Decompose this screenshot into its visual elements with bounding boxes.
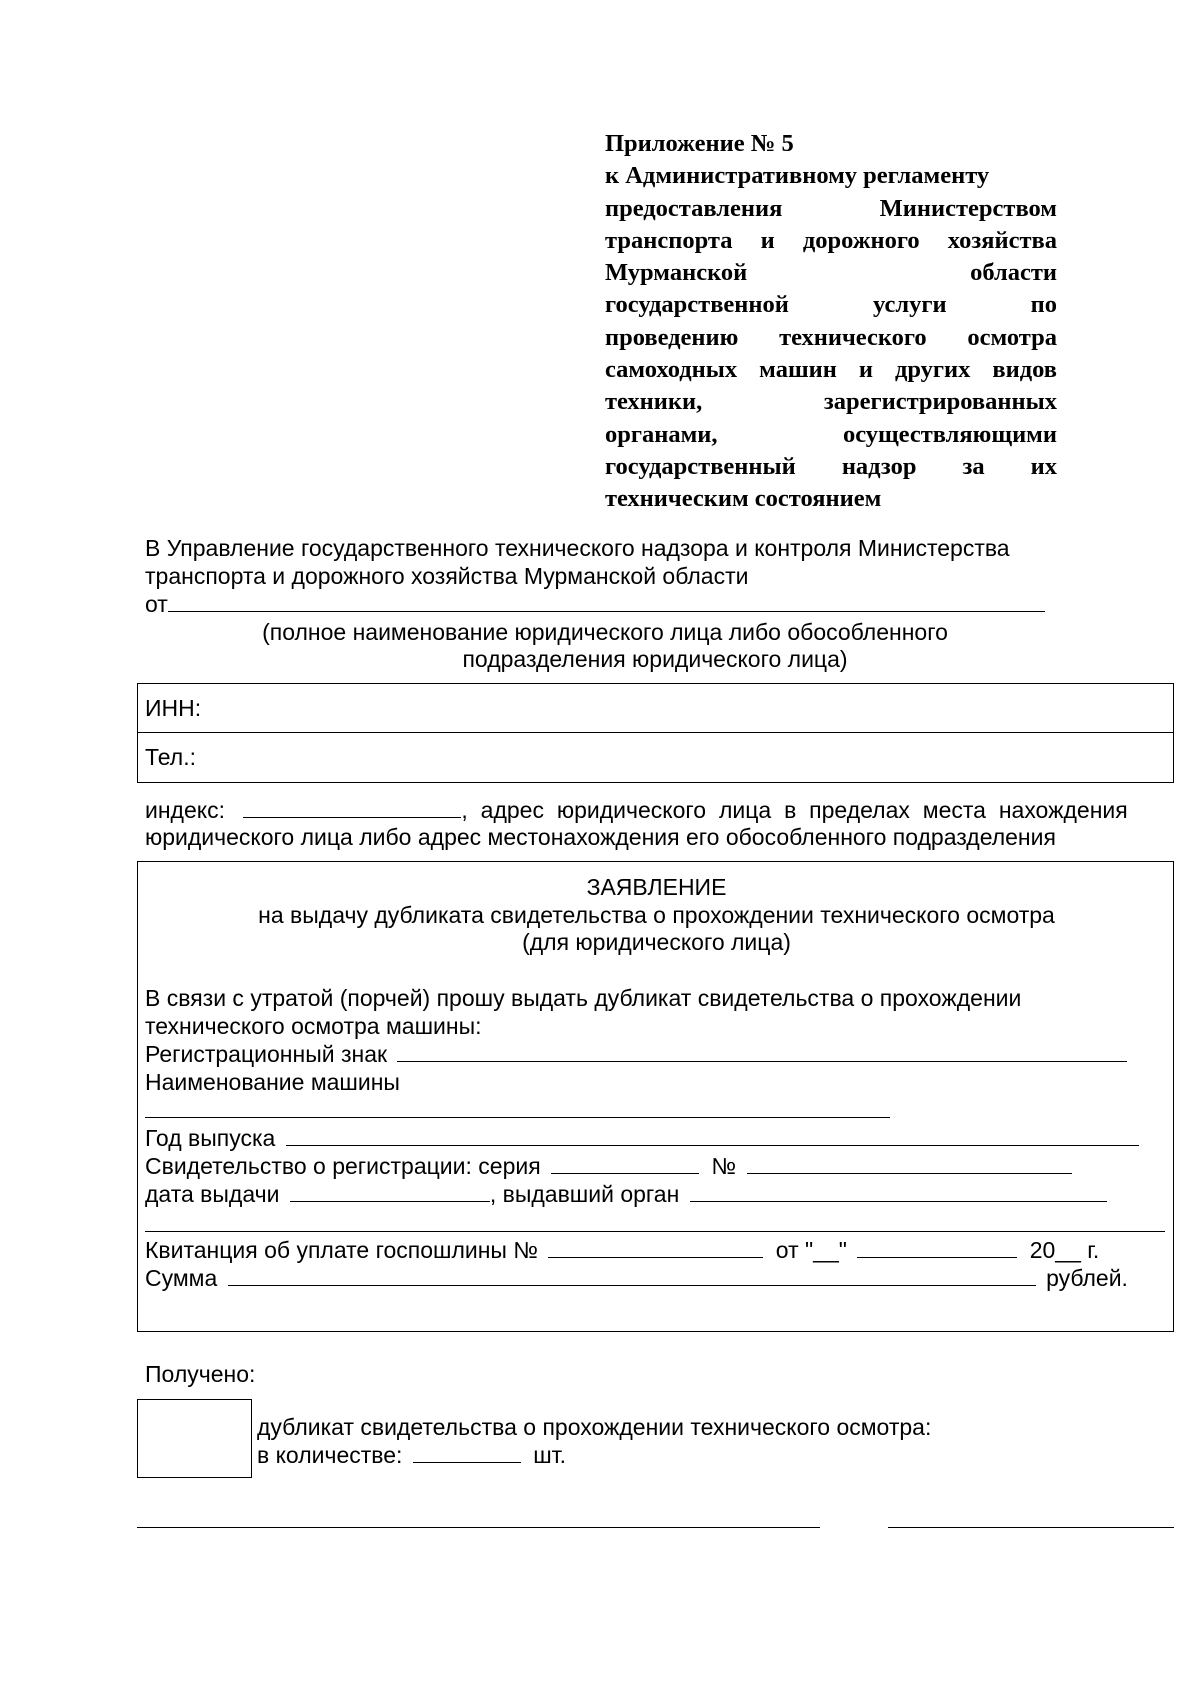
issuer-field[interactable] [690,1180,1107,1202]
receipt-month-field[interactable] [857,1236,1017,1258]
signature-line-right[interactable] [888,1527,1174,1528]
from-hint-2: подразделения юридического лица) [462,646,848,672]
sum-row [145,1264,1128,1292]
issuer-continuation-line[interactable] [145,1231,1165,1232]
appendix-line: к Административному регламенту [605,162,990,190]
issuer-label: , выдавший орган [489,1181,680,1207]
from-name-field[interactable] [168,590,1045,612]
issue-date-label: дата выдачи [145,1181,280,1207]
appendix-line: Мурманской области [605,259,1057,287]
appendix-line: техники, зарегистрированных [605,388,1057,416]
received-checkbox[interactable] [137,1399,252,1478]
quantity-row [257,1441,566,1469]
issue-row [145,1180,1107,1208]
reg-sign-row [145,1040,1127,1068]
signature-line-left[interactable] [137,1527,820,1528]
application-subtitle-1: на выдачу дубликата свидетельства о прохождении технического осмотра [258,902,1055,928]
machine-name-field[interactable] [145,1096,890,1118]
from-row [145,590,1045,618]
reg-cert-label: Свидетельство о регистрации: серия [145,1153,541,1179]
appendix-header [605,128,1057,516]
appendix-line: органами, осуществляющими [605,420,1057,448]
addressee-line-1: В Управление государственного технического надзора и контроля Министерства [145,535,1010,561]
application-body-2: технического осмотра машины: [145,1013,482,1039]
receipt-row [145,1236,1099,1264]
application-subtitle-2: (для юридического лица) [522,929,791,955]
sum-field[interactable] [228,1264,1036,1286]
receipt-label: Квитанция об уплате госпошлины № [145,1237,539,1263]
reg-cert-row [145,1152,1072,1180]
reg-sign-field[interactable] [397,1040,1127,1062]
application-box [137,861,1174,1332]
appendix-line: техническим состоянием [605,485,882,513]
phone-field[interactable] [145,743,196,771]
appendix-line: государственной услуги по [605,291,1057,319]
reg-cert-series-field[interactable] [551,1152,699,1174]
appendix-line: проведению технического осмотра [605,323,1057,351]
year-label: Год выпуска [145,1125,276,1151]
quantity-unit: шт. [533,1442,567,1468]
received-item: дубликат свидетельства о прохождении технического осмотра: [257,1414,932,1440]
appendix-line: государственный надзор за их [605,452,1057,480]
quantity-label: в количестве: [257,1442,403,1468]
appendix-line: Приложение № 5 [605,130,794,157]
index-field[interactable] [243,796,461,818]
phone-label: Тел.: [145,744,196,770]
contacts-divider [138,732,1173,733]
number-sign: № [711,1153,737,1179]
application-title: ЗАЯВЛЕНИЕ [586,874,727,900]
appendix-line: транспорта и дорожного хозяйства [605,226,1057,254]
reg-cert-number-field[interactable] [747,1152,1072,1174]
index-label: индекс: [145,797,225,823]
address-row-1 [145,796,1165,824]
receipt-year: 20__ г. [1029,1237,1100,1263]
sum-label: Сумма [145,1265,218,1291]
machine-name-label: Наименование машины [145,1069,400,1095]
receipt-from: от "__" [775,1237,847,1263]
inn-field[interactable] [145,694,201,722]
inn-label: ИНН: [145,695,202,721]
contacts-table [137,683,1174,783]
year-row [145,1124,1139,1152]
address-row-2: юридического лица либо адрес местонахождения его обособленного подразделения [145,824,1056,850]
application-body-1: В связи с утратой (порчей) прошу выдать дубликат свидетельства о прохождении [145,985,1022,1011]
quantity-field[interactable] [413,1441,521,1463]
machine-name-row [145,1096,890,1124]
appendix-line: самоходных машин и других видов [605,356,1057,384]
received-label: Получено: [145,1361,256,1387]
from-label: от [145,591,168,617]
from-hint-1: (полное наименование юридического лица либо обособленного [262,619,948,645]
reg-sign-label: Регистрационный знак [145,1041,388,1067]
rubles-label: рублей. [1046,1265,1128,1291]
year-field[interactable] [286,1124,1139,1146]
receipt-number-field[interactable] [548,1236,763,1258]
addressee-line-2: транспорта и дорожного хозяйства Мурманской области [145,563,749,589]
appendix-line: предоставления Министерством [605,194,1057,222]
address-text: , адрес юридического лица в пределах места нахождения [461,797,1128,823]
issue-date-field[interactable] [290,1180,490,1202]
